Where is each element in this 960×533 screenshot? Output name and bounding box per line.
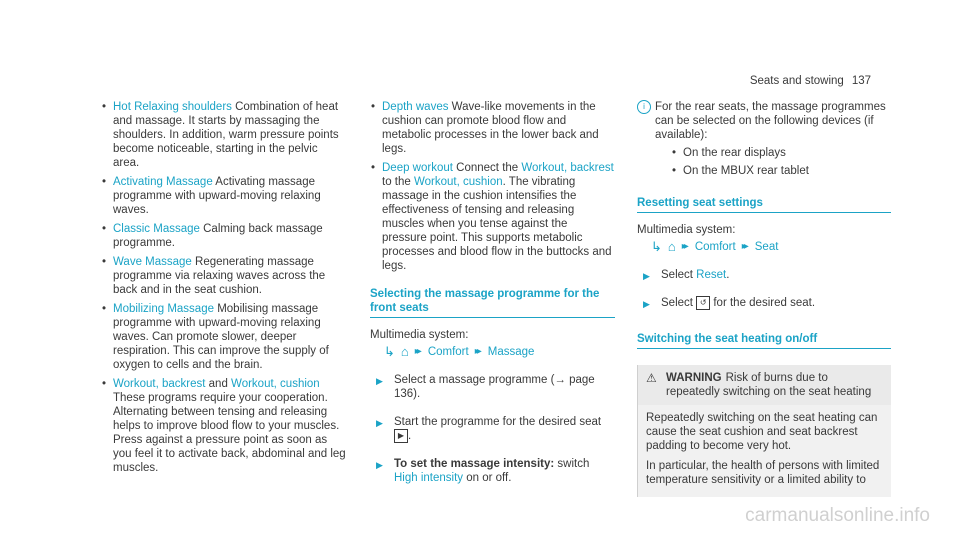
item-text: Calming back massage programme. <box>113 223 323 249</box>
term: Mobilizing Massage <box>113 303 214 315</box>
list-item <box>101 255 346 297</box>
step <box>370 457 615 485</box>
term: Classic Massage <box>113 223 200 235</box>
text: switch <box>554 458 590 471</box>
item-text: Activating massage programme with upward-moving relaxing waves. <box>113 176 321 216</box>
menu-path <box>651 240 891 254</box>
term: Wave Massage <box>113 256 192 268</box>
sub-item: • On the MBUX rear tablet <box>655 164 891 178</box>
reset-icon: ↺ <box>696 296 710 310</box>
step: ▶ Start the programme for the desired seat ▶ . <box>376 416 602 443</box>
menu-path <box>384 345 615 359</box>
step-text: Select a massage programme (→ page 136). <box>394 374 595 400</box>
list-item <box>101 302 346 372</box>
multimedia-label: Multimedia system: <box>370 329 469 341</box>
list-item <box>101 377 346 475</box>
step <box>637 296 891 310</box>
note-text: For the rear seats, the massage programmes can be selected on the following devices (if available): <box>655 101 886 141</box>
home-icon: ⌂ <box>400 344 409 359</box>
step <box>370 373 615 401</box>
term: Reset <box>696 269 727 281</box>
text: Select <box>661 269 697 281</box>
step-icon: ▶ <box>376 460 383 471</box>
text: Connect the <box>452 162 522 174</box>
step-icon: ▶ <box>643 299 650 309</box>
list-item <box>101 175 346 217</box>
column-3 <box>637 100 891 497</box>
chevron-icon: ▸▸ <box>741 241 746 252</box>
chevron-icon: ▸▸ <box>414 346 419 357</box>
term: Workout, backrest <box>113 378 206 390</box>
warning-box <box>637 365 891 497</box>
path-item: Comfort <box>427 346 469 358</box>
warning-text: In particular, the health of persons with limited temperature sensitivity or a limited ability to <box>646 460 880 487</box>
term: Activating Massage <box>113 176 213 188</box>
path-item: Comfort <box>694 241 736 253</box>
item-text: Mobilising massage programme with upward-moving relaxing waves. Can promote slower, deeper respiration. This can improve the supply of oxygen to cells and the brain. <box>113 303 329 371</box>
item-text: Combination of heat and massage. It starts by massaging the shoulders. In addition, warm pressure points become noticeable, starting in the pelvic area. <box>113 101 339 169</box>
page-number: 137 <box>851 75 871 87</box>
home-icon: ⌂ <box>667 239 676 254</box>
sub-item: • On the rear displays <box>655 146 891 160</box>
step-icon: ▶ <box>376 418 383 428</box>
warning-text: Repeatedly switching on the seat heating can cause the seat cushion and seat backrest padding to become very hot. <box>646 412 878 453</box>
term: Depth waves <box>382 101 449 113</box>
step <box>637 268 891 282</box>
section-title: Seats and stowing <box>749 75 844 87</box>
list-item <box>370 100 615 156</box>
info-note <box>637 100 891 178</box>
step-bold: To set the massage intensity: <box>394 458 555 471</box>
list-item <box>370 161 615 273</box>
warning-icon: ⚠ <box>646 371 657 386</box>
term: High intensity <box>394 472 464 485</box>
chevron-icon: ▸▸ <box>474 346 479 357</box>
term: Deep workout <box>382 162 453 174</box>
step-icon: ▶ <box>643 271 650 281</box>
warning-header <box>638 365 891 405</box>
term: Hot Relaxing shoulders <box>113 101 232 113</box>
warning-body <box>638 405 891 497</box>
text: for the desired seat. <box>710 297 816 310</box>
info-icon: i <box>637 100 651 114</box>
item-text: Wave-like movements in the cushion can promote blood flow and metabolic processes in the lower back and legs. <box>382 101 599 155</box>
text: Select <box>661 297 697 310</box>
page-header <box>750 74 871 88</box>
arrow-icon: ↳ <box>384 344 395 359</box>
item-text: These programs require your cooperation. Alternating between tensing and releasing helps to improve blood flow to your muscles. Press against a pressure point as soon as you feel it to activate back, abdominal and leg muscles. <box>113 392 346 474</box>
list-item <box>101 100 346 170</box>
text: . <box>726 269 730 281</box>
column-2 <box>370 100 615 485</box>
text: to the <box>382 176 414 188</box>
arrow-icon: ↳ <box>651 239 662 254</box>
section-heading: Switching the seat heating on/off <box>637 332 891 349</box>
term: Workout, backrest <box>521 162 614 174</box>
text: on or off. <box>463 472 512 485</box>
text: and <box>205 378 232 390</box>
text: . The vibrating massage in the cushion intensifies the effectiveness of tensing and releasing muscles when you tense against the pressure point. This supports metabolic processes and blood flow in the buttocks and legs. <box>382 176 612 272</box>
list-item <box>101 222 346 250</box>
play-icon: ▶ <box>394 429 408 443</box>
term: Workout, cushion <box>413 176 503 188</box>
step-text: Start the programme for the desired seat <box>394 416 602 428</box>
warning-label: WARNING <box>666 372 722 385</box>
item-text: Regenerating massage programme via relaxing waves across the back and in the seat cushion. <box>113 256 326 296</box>
chevron-icon: ▸▸ <box>681 241 686 252</box>
warning-title: Risk of burns due to repeatedly switching on the seat heating <box>666 372 872 399</box>
watermark: carmanualsonline.info <box>745 505 930 526</box>
term: Workout, cushion <box>231 378 320 390</box>
multimedia-label: Multimedia system: <box>637 224 736 236</box>
step-icon: ▶ <box>376 376 383 386</box>
section-heading: Resetting seat settings <box>637 196 891 213</box>
path-item: Massage <box>487 346 535 358</box>
path-item: Seat <box>754 241 779 253</box>
section-heading: Selecting the massage programme for the front seats <box>370 287 615 318</box>
column-1 <box>101 100 346 480</box>
